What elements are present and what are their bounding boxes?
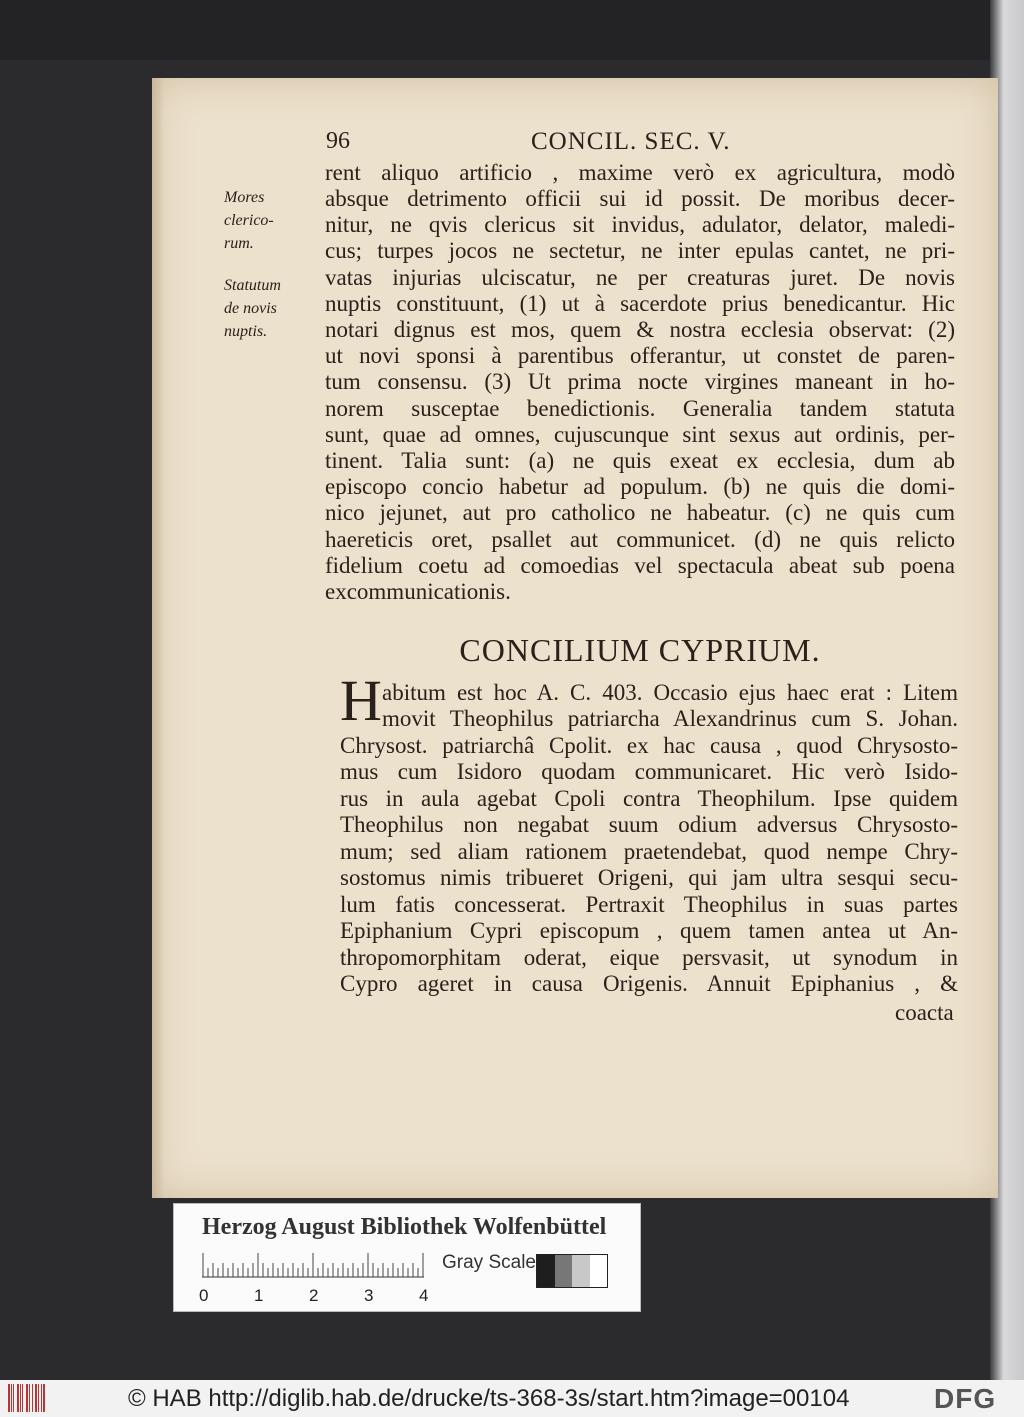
text-line: excommunicationis. [325,579,511,604]
ruler-scale [202,1252,424,1278]
text-line: sostomus nimis tribueret Origeni, qui jam ultra sesqui secu- [340,865,958,890]
text-line: episcopo concio habetur ad populum. (b) ne quis die domi- [325,474,955,499]
text-line: absque detrimento officii sui id possit. De moribus decer- [325,186,955,211]
text-line: Cypro ageret in causa Origenis. Annuit Epiphanius , & [340,971,958,996]
text-line: tum consensu. (3) Ut prima nocte virgines maneant in ho- [325,369,955,394]
text-line: rus in aula agebat Cpoli contra Theophilum. Ipse quidem [340,786,958,811]
gray-scale-swatch [536,1254,608,1288]
text-line: ut novi sponsi à parentibus offerantur, ut constet de paren- [325,343,955,368]
text-line: cus; turpes jocos ne sectetur, ne inter epulas cantet, ne pri- [325,238,955,263]
marginal-note-line: nuptis. [224,323,268,340]
drop-capital: H [340,668,382,733]
text-line: nuptis constituunt, (1) ut à sacerdote prius benedicantur. Hic [325,291,955,316]
gray-patch [590,1255,608,1287]
marginal-note-line: clerico- [224,212,274,229]
text-line: norem susceptae benedictionis. Generalia tandem statuta [325,396,955,421]
text-line: thropomorphitam oderat, eique persvasit, ut synodum in [340,945,958,970]
marginal-note-mores [224,186,320,255]
text-line: haereticis oret, psallet aut communicet. (d) ne quis relicto [325,527,955,552]
text-line: movit Theophilus patriarcha Alexandrinus cum S. Johan. [382,706,958,731]
ruler-number: 2 [309,1286,319,1305]
scan-background-top [0,0,1024,60]
gray-patch [555,1255,573,1287]
text-line: nico jejunet, aut pro catholico ne habeatur. (c) ne quis cum [325,500,955,525]
marginal-note-statutum [224,274,320,343]
text-line: tinent. Talia sunt: (a) ne quis exeat ex ecclesia, dum ab [325,448,955,473]
text-line: abitum est hoc A. C. 403. Occasio ejus haec erat : Litem [382,680,958,705]
section-heading: CONCILIUM CYPRIUM. [459,632,821,668]
text-line: Chrysost. patriarchâ Cpolit. ex hac causa , quod Chrysosto- [340,733,958,758]
page-gutter-shadow [152,78,164,1198]
catchword: coacta [895,1000,954,1025]
source-url[interactable]: © HAB http://diglib.hab.de/drucke/ts-368-3s/start.htm?image=00104 [128,1385,850,1412]
marginal-note-line: de novis [224,300,277,317]
library-name: Herzog August Bibliothek Wolfenbüttel [202,1214,607,1240]
text-line: vatas injurias ulciscatur, ne per creaturas juret. De novis [325,265,955,290]
page-header [326,128,956,158]
marginal-note-line: Mores [224,189,265,206]
ruler-number: 4 [419,1286,429,1305]
color-calibration-card [173,1203,641,1312]
gray-patch [537,1255,555,1287]
dfg-logo: DFG [934,1383,997,1414]
barcode-icon [8,1384,46,1412]
text-line: nitur, ne qvis clericus sit invidus, adulator, delator, maledi- [325,212,955,237]
marginal-note-line: rum. [224,235,254,252]
text-line: mus cum Isidoro quodam communicaret. Hic verò Isido- [340,759,958,784]
gray-patch [572,1255,590,1287]
running-head: CONCIL. SEC. V. [531,128,731,155]
ruler-number: 1 [254,1286,264,1305]
gray-scale-label: Gray Scale [442,1252,536,1273]
text-line: mum; sed aliam rationem praetendebat, quod nempe Chry- [340,839,958,864]
text-line: rent aliquo artificio , maxime verò ex agricultura, modò [325,160,955,185]
ruler-number: 3 [364,1286,374,1305]
text-line: lum fatis concesserat. Pertraxit Theophilus in suas partes [340,892,958,917]
text-line: Epiphanium Cypri episcopum , quem tamen antea ut An- [340,918,958,943]
text-line: fidelium coetu ad comoedias vel spectacula abeat sub poena [325,553,955,578]
ruler-number: 0 [199,1286,209,1305]
marginal-note-line: Statutum [224,277,281,294]
footer-bar [0,1380,1024,1417]
text-line: Theophilus non negabat suum odium adversus Chrysosto- [340,812,958,837]
text-line: notari dignus est mos, quem & nostra ecclesia observat: (2) [325,317,955,342]
text-line: sunt, quae ad omnes, cujuscunque sint sexus aut ordinis, per- [325,422,955,447]
page-number: 96 [326,128,350,154]
